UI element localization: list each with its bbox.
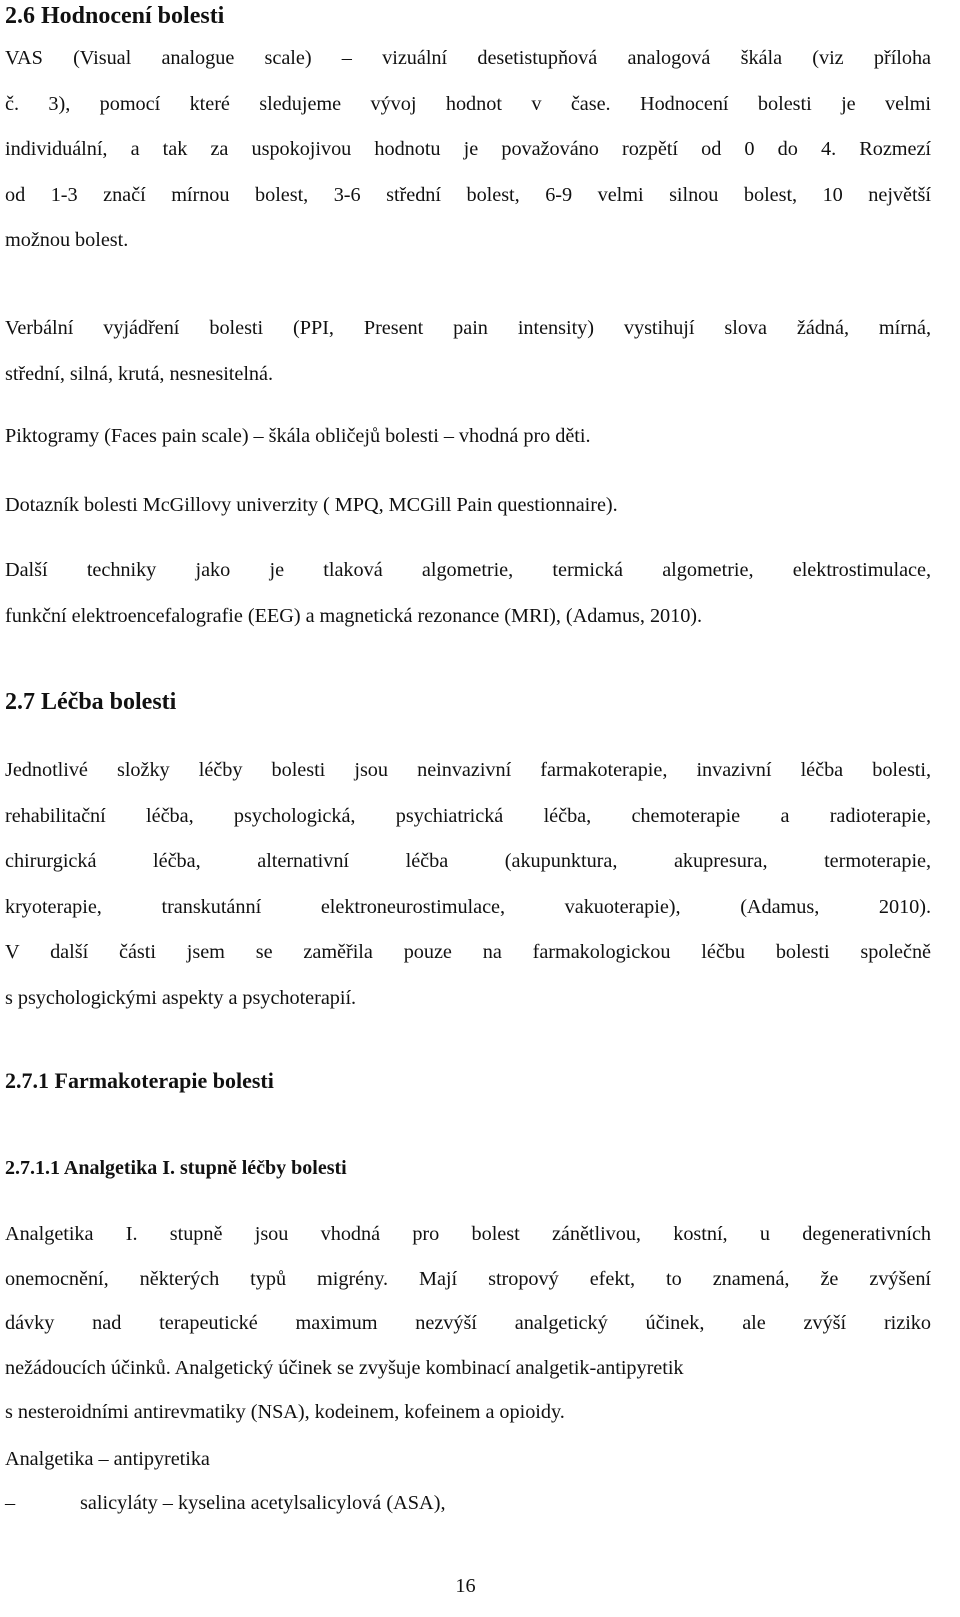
text-line: s psychologickými aspekty a psychoterapií.	[5, 986, 357, 1009]
text-line: s nesteroidními antirevmatiky (NSA), kodeinem, kofeinem a opioidy.	[5, 1401, 565, 1423]
text-line: chirurgická léčba, alternativní léčba (akupunktura, akupresura, termoterapie,	[5, 850, 931, 873]
list-item-text: salicyláty – kyselina acetylsalicylová (ASA),	[80, 1492, 446, 1514]
text-line: onemocnění, některých typů migrény. Mají stropový efekt, to znamená, že zvýšení	[5, 1267, 931, 1290]
section-heading-2-7-1-1: 2.7.1.1 Analgetika I. stupně léčby bolesti	[5, 1157, 347, 1179]
paragraph-ppi	[5, 306, 931, 397]
paragraph-analgesics	[5, 1212, 931, 1435]
text-line: V další části jsem se zaměřila pouze na farmakologickou léčbu bolesti společně	[5, 941, 931, 964]
text-line: Jednotlivé složky léčby bolesti jsou neinvazivní farmakoterapie, invazivní léčba bolesti,	[5, 759, 931, 781]
text-line: kryoterapie, transkutánní elektroneurostimulace, vakuoterapie), (Adamus, 2010).	[5, 895, 931, 918]
paragraph-mcgill: Dotazník bolesti McGillovy univerzity ( MPQ, MCGill Pain questionnaire).	[5, 494, 618, 516]
subheading-analgesics-antipyretics: Analgetika – antipyretika	[5, 1448, 210, 1470]
text-line: možnou bolest.	[5, 229, 129, 252]
text-line: Analgetika I. stupně jsou vhodná pro bolest zánětlivou, kostní, u degenerativních	[5, 1223, 931, 1245]
paragraph-treatment	[5, 748, 931, 1022]
text-line: nežádoucích účinků. Analgetický účinek se zvyšuje kombinací analgetik-antipyretik	[5, 1356, 684, 1379]
text-line: VAS (Visual analogue scale) – vizuální desetistupňová analogová škála (viz příloha	[5, 47, 931, 69]
analgesics-list	[5, 1481, 446, 1526]
text-line: Verbální vyjádření bolesti (PPI, Present pain intensity) vystihují slova žádná, mírná,	[5, 317, 931, 339]
section-heading-2-6: 2.6 Hodnocení bolesti	[5, 3, 225, 29]
text-line: rehabilitační léčba, psychologická, psychiatrická léčba, chemoterapie a radioterapie,	[5, 804, 931, 827]
text-line: Další techniky jako je tlaková algometrie, termická algometrie, elektrostimulace,	[5, 559, 931, 581]
text-line: funkční elektroencefalografie (EEG) a magnetická rezonance (MRI), (Adamus, 2010).	[5, 604, 703, 627]
section-heading-2-7: 2.7 Léčba bolesti	[5, 689, 177, 715]
list-item	[5, 1481, 446, 1526]
text-line: individuální, a tak za uspokojivou hodnotu je považováno rozpětí od 0 do 4. Rozmezí	[5, 138, 931, 161]
text-line: dávky nad terapeutické maximum nezvýší analgetický účinek, ale zvýší riziko	[5, 1312, 931, 1334]
list-dash: –	[5, 1492, 16, 1514]
text-line: od 1-3 značí mírnou bolest, 3-6 střední bolest, 6-9 velmi silnou bolest, 10 největší	[5, 183, 931, 206]
text-line: č. 3), pomocí které sledujeme vývoj hodnot v čase. Hodnocení bolesti je velmi	[5, 92, 931, 115]
section-heading-2-7-1: 2.7.1 Farmakoterapie bolesti	[5, 1068, 274, 1093]
paragraph-other-techniques	[5, 548, 931, 639]
paragraph-vas	[5, 36, 931, 264]
text-line: střední, silná, krutá, nesnesitelná.	[5, 362, 273, 385]
paragraph-faces-scale: Piktogramy (Faces pain scale) – škála obličejů bolesti – vhodná pro děti.	[5, 425, 591, 447]
page-number: 16	[455, 1575, 476, 1597]
